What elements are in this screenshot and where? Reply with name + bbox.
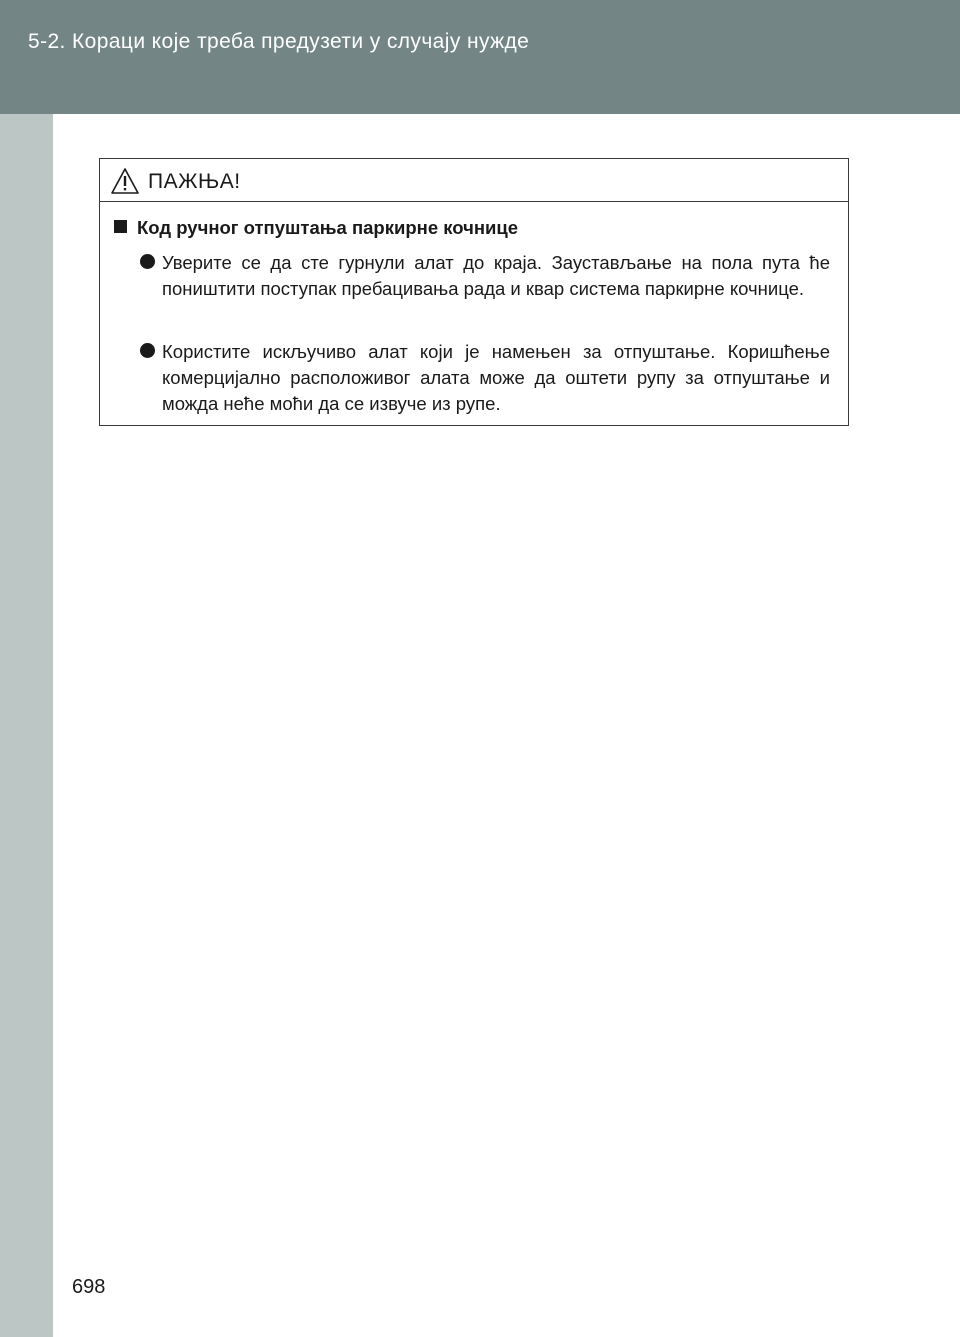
- caution-box: [99, 158, 849, 426]
- warning-triangle-icon: [110, 167, 140, 195]
- square-bullet-icon: [114, 220, 127, 233]
- caution-title: ПАЖЊА!: [148, 170, 241, 193]
- bullet-icon: [140, 254, 155, 269]
- side-strip: [0, 114, 53, 1337]
- caution-section-heading: [114, 217, 518, 239]
- caution-item-text: Користите искључиво алат који је намењен за отпуштање. Коришћење комерцијално расположивог алата може да оштети рупу за отпуштање и можда неће моћи да се извуче из рупе.: [162, 341, 830, 414]
- caution-header: [100, 159, 848, 202]
- page-number: 698: [72, 1276, 106, 1298]
- bullet-icon: [140, 343, 155, 358]
- section-title: 5-2. Кораци које треба предузети у случају нужде: [28, 30, 530, 53]
- caution-item: [140, 250, 830, 302]
- caution-item: [140, 339, 830, 417]
- caution-item-text: Уверите се да сте гурнули алат до краја. Заустављање на пола пута ће поништити поступак пребацивања рада и квар система паркирне кочнице.: [162, 252, 830, 299]
- page-header: [0, 0, 960, 114]
- section-heading-text: Код ручног отпуштања паркирне кочнице: [137, 217, 519, 238]
